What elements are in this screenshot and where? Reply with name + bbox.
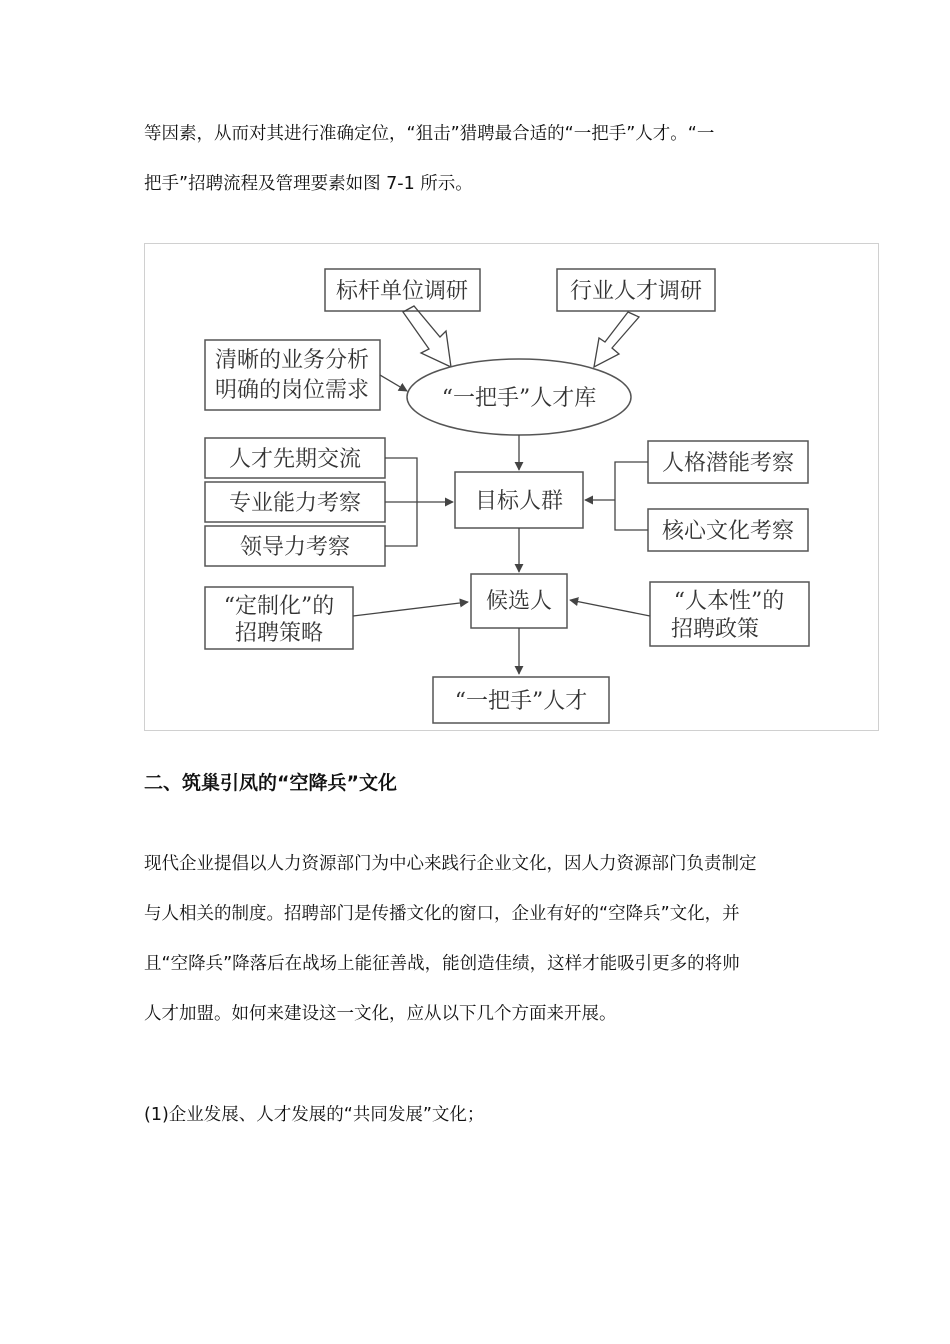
benchmark-label: 标杆单位调研 (335, 279, 469, 304)
left-box-2-label: 专业能力考察 (228, 491, 362, 516)
body-line-4: 人才加盟。如何来建设这一文化，应从以下几个方面来开展。 (144, 1004, 617, 1024)
section-heading: 二、筑巢引凤的“空降兵”文化 (144, 772, 397, 794)
left-box-3-label: 领导力考察 (239, 535, 351, 560)
body-line-3: 且“空降兵”降落后在战场上能征善战，能创造佳绩，这样才能吸引更多的将帅 (144, 954, 740, 974)
right-bracket (615, 462, 648, 530)
custom-line-1: “定制化”的 (223, 594, 335, 619)
block-arrow-right (594, 312, 639, 367)
left-box-1-label: 人才先期交流 (228, 447, 362, 472)
humane-line-2: 招聘政策 (670, 617, 760, 642)
list-item-1: (1)企业发展、人才发展的“共同发展”文化； (144, 1105, 485, 1125)
right-box-1-label: 人格潜能考察 (661, 451, 795, 476)
recruitment-flow-figure (144, 243, 879, 731)
analysis-line-1: 清晰的业务分析 (214, 348, 370, 373)
talent-pool-label: “一把手”人才库 (441, 386, 597, 411)
industry-label: 行业人才调研 (569, 279, 703, 304)
body-line-2: 与人相关的制度。招聘部门是传播文化的窗口，企业有好的“空降兵”文化，并 (144, 904, 740, 924)
body-line-1: 现代企业提倡以人力资源部门为中心来践行企业文化，因人力资源部门负责制定 (144, 854, 757, 874)
arrow-analysis-pool (380, 375, 407, 391)
result-label: “一把手”人才 (454, 689, 588, 714)
humane-line-1: “人本性”的 (673, 589, 785, 614)
custom-line-2: 招聘策略 (234, 621, 324, 646)
candidate-label: 候选人 (485, 589, 553, 614)
arrow-humane-candidate (570, 600, 650, 616)
section-body (144, 839, 824, 1039)
analysis-line-2: 明确的岗位需求 (214, 378, 370, 403)
intro-line-1: 等因素，从而对其进行准确定位，“狙击”猎聘最合适的“一把手”人才。“一 (144, 124, 715, 144)
right-box-2-label: 核心文化考察 (661, 519, 795, 544)
block-arrow-left (403, 306, 451, 367)
flow-diagram (145, 244, 880, 732)
target-group-label: 目标人群 (474, 489, 564, 514)
intro-line-2: 把手”招聘流程及管理要素如图 7-1 所示。 (144, 174, 473, 194)
arrow-custom-candidate (353, 602, 468, 616)
intro-paragraph (144, 109, 824, 209)
